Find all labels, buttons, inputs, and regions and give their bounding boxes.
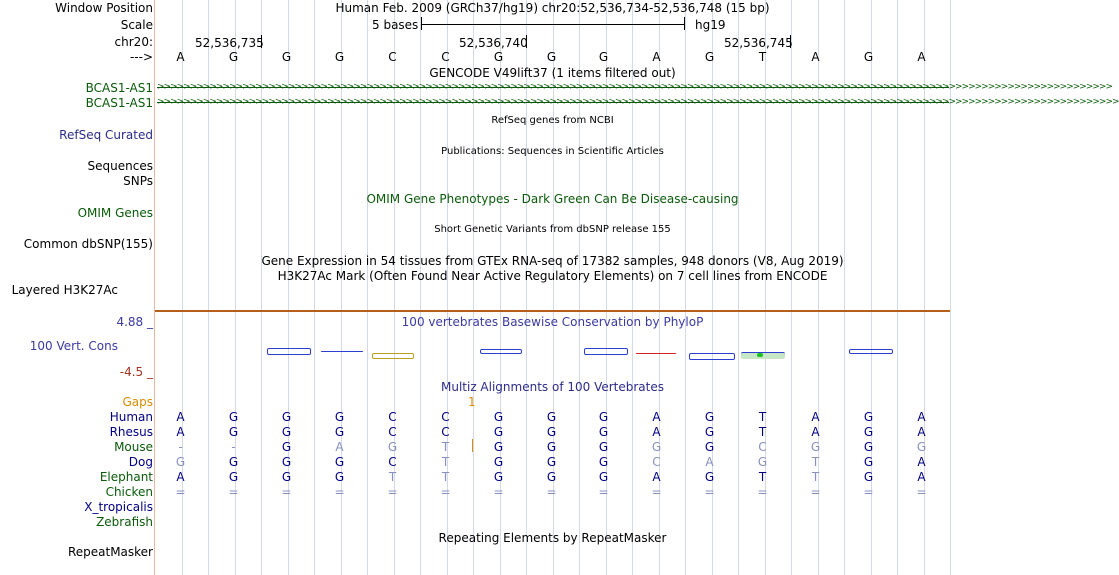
dbsnp-track-title: Short Genetic Variants from dbSNP release 155: [434, 224, 671, 235]
species-base: -: [231, 440, 236, 454]
species-base: G: [228, 455, 239, 469]
reference-base: C: [388, 50, 397, 64]
gencode-strand-arrows-2: >>>>>>>>>>>>>>>>>>>>>>>>>>>>>>>>>>>>>>>>>>>>>>>>>>>>>>>>>>>>>>>>>>>>>>>>>>>>>>>>>>>>>>>>>>>>>>>>>>>>>>>>>>>>>>>>>>>>>>>>>>>>>>>>>>>>>>>>>>>>>>>>>>>: [157, 97, 1119, 107]
cons-glyph-4: [480, 349, 522, 354]
cons-glyph-9: [849, 349, 893, 354]
species-base: G: [757, 455, 768, 469]
species-base: C: [652, 455, 661, 469]
omim-track-title: OMIM Gene Phenotypes - Dark Green Can Be Disease-causing: [366, 192, 739, 206]
scale-bases-text: 5 bases: [372, 18, 419, 32]
species-base: G: [598, 440, 609, 454]
species-base: A: [917, 410, 926, 424]
species-base: G: [334, 425, 345, 439]
species-base: A: [176, 425, 185, 439]
ruler-position-2: 52,536,740: [459, 36, 528, 50]
reference-base: A: [652, 50, 661, 64]
species-base: G: [704, 440, 715, 454]
species-base: G: [228, 470, 239, 484]
gencode-track-title: GENCODE V49lift37 (1 items filtered out): [429, 66, 676, 80]
h3k27ac-track-label[interactable]: Layered H3K27Ac: [11, 283, 118, 297]
species-base: G: [281, 410, 292, 424]
species-label[interactable]: Zebrafish: [96, 515, 153, 529]
scale-db-text: hg19: [695, 18, 726, 32]
species-base: G: [598, 455, 609, 469]
gtex-track-title: Gene Expression in 54 tissues from GTEx RNA-seq of 17382 samples, 948 donors (V8, Aug 2019): [261, 254, 844, 268]
reference-base: A: [917, 50, 926, 64]
reference-base: G: [228, 50, 239, 64]
reference-base: G: [493, 50, 504, 64]
species-base: A: [176, 410, 185, 424]
gencode-strand-arrows-1: >>>>>>>>>>>>>>>>>>>>>>>>>>>>>>>>>>>>>>>>>>>>>>>>>>>>>>>>>>>>>>>>>>>>>>>>>>>>>>>>>>>>>>>>>>>>>>>>>>>>>>>>>>>>>>>>>>>>>>>>>>>>>>>>>>>>>>>>>>>>>>>>>>: [157, 82, 1112, 92]
species-base: =: [334, 485, 345, 499]
species-base: T: [441, 470, 450, 484]
species-label[interactable]: Mouse: [114, 440, 153, 454]
species-base: A: [917, 455, 926, 469]
refseq-track-label[interactable]: RefSeq Curated: [59, 128, 153, 142]
species-base: -: [178, 440, 183, 454]
cons-glyph-2: [321, 351, 363, 352]
species-base: C: [758, 440, 767, 454]
ruler-tick-1: [261, 35, 262, 48]
species-base: =: [493, 485, 504, 499]
species-base: T: [388, 470, 397, 484]
species-base: C: [388, 425, 397, 439]
species-base: =: [228, 485, 239, 499]
species-base: G: [493, 440, 504, 454]
species-base: =: [757, 485, 768, 499]
species-base: G: [704, 410, 715, 424]
species-base: T: [811, 470, 820, 484]
species-base: G: [281, 440, 292, 454]
cons-glyph-8b: [757, 353, 763, 357]
species-base: C: [388, 455, 397, 469]
ruler-tick-2: [526, 35, 527, 48]
cons-glyph-1: [267, 348, 311, 355]
h3k27ac-track-title: H3K27Ac Mark (Often Found Near Active Regulatory Elements) on 7 cell lines from ENCODE: [277, 269, 828, 283]
species-base: G: [863, 455, 874, 469]
species-label[interactable]: Chicken: [105, 485, 153, 499]
species-base: T: [758, 410, 767, 424]
species-base: G: [281, 470, 292, 484]
conservation-min-value: -4.5 _: [119, 365, 153, 379]
species-base: =: [546, 485, 557, 499]
species-base: G: [493, 410, 504, 424]
species-label[interactable]: Elephant: [99, 470, 153, 484]
species-label[interactable]: Human: [109, 410, 153, 424]
species-label[interactable]: Rhesus: [109, 425, 153, 439]
assembly-position-text: Human Feb. 2009 (GRCh37/hg19) chr20:52,536,734-52,536,748 (15 bp): [335, 1, 770, 15]
species-base: =: [704, 485, 715, 499]
conservation-track-title: 100 vertebrates Basewise Conservation by PhyloP: [401, 315, 704, 329]
omim-track-label[interactable]: OMIM Genes: [77, 206, 153, 220]
species-base: G: [863, 410, 874, 424]
reference-base: G: [546, 50, 557, 64]
species-base: T: [441, 440, 450, 454]
species-base: =: [281, 485, 292, 499]
repeatmasker-track-label[interactable]: RepeatMasker: [67, 545, 153, 559]
species-base: G: [493, 425, 504, 439]
species-label[interactable]: X_tropicalis: [84, 500, 153, 514]
cons-glyph-8: [741, 352, 785, 359]
chrom-label: chr20:: [114, 35, 153, 49]
species-base: G: [546, 425, 557, 439]
reference-base: G: [863, 50, 874, 64]
conservation-track-label[interactable]: 100 Vert. Cons: [29, 339, 118, 353]
species-base: A: [652, 470, 661, 484]
gencode-item-label-2[interactable]: BCAS1-AS1: [85, 96, 153, 110]
ruler-tick-3: [790, 35, 791, 48]
gaps-label: Gaps: [122, 395, 153, 409]
cons-glyph-5: [584, 348, 628, 355]
species-base: T: [811, 455, 820, 469]
repeatmasker-track-title: Repeating Elements by RepeatMasker: [438, 531, 667, 545]
species-base: G: [651, 440, 662, 454]
ruler-position-1: 52,536,735: [195, 36, 264, 50]
refseq-track-title: RefSeq genes from NCBI: [491, 115, 614, 126]
species-base: G: [863, 440, 874, 454]
species-base: A: [917, 425, 926, 439]
species-base: G: [598, 470, 609, 484]
reference-base: A: [176, 50, 185, 64]
ruler-position-3: 52,536,745: [724, 36, 793, 50]
reference-base: G: [704, 50, 715, 64]
species-base: G: [228, 425, 239, 439]
conservation-max-value: 4.88 _: [116, 315, 153, 329]
species-base: A: [811, 410, 820, 424]
species-label[interactable]: Dog: [128, 455, 153, 469]
cons-glyph-6: [636, 353, 676, 354]
window-position-label: Window Position: [55, 1, 153, 15]
species-base: G: [281, 425, 292, 439]
species-base: =: [175, 485, 186, 499]
species-base: T: [758, 470, 767, 484]
reference-base: T: [758, 50, 767, 64]
species-base: G: [598, 425, 609, 439]
species-base: G: [546, 470, 557, 484]
dbsnp-track-label[interactable]: Common dbSNP(155): [23, 237, 153, 251]
species-base: G: [493, 455, 504, 469]
cons-glyph-3: [372, 353, 414, 359]
species-base: T: [441, 455, 450, 469]
species-base: A: [652, 410, 661, 424]
species-base: =: [810, 485, 821, 499]
h3k27ac-signal-line: [155, 310, 950, 312]
species-base: G: [281, 455, 292, 469]
species-base: C: [441, 425, 450, 439]
species-base: A: [652, 425, 661, 439]
snps-track-label[interactable]: SNPs: [123, 174, 153, 188]
species-base: A: [917, 470, 926, 484]
species-base: T: [758, 425, 767, 439]
species-base: G: [175, 455, 186, 469]
gap-count: 1: [468, 395, 476, 409]
species-base: =: [440, 485, 451, 499]
species-base: G: [334, 470, 345, 484]
publications-track-title: Publications: Sequences in Scientific Articles: [441, 146, 664, 157]
scale-line: [421, 24, 684, 25]
species-base: A: [811, 425, 820, 439]
species-base: G: [704, 425, 715, 439]
multiz-track-title: Multiz Alignments of 100 Vertebrates: [440, 380, 665, 394]
reference-base: C: [441, 50, 450, 64]
species-base: C: [388, 410, 397, 424]
species-base: =: [598, 485, 609, 499]
species-base: =: [651, 485, 662, 499]
species-base: G: [387, 440, 398, 454]
sequences-track-label[interactable]: Sequences: [87, 159, 153, 173]
species-base: G: [334, 410, 345, 424]
species-base: G: [228, 410, 239, 424]
reference-base: G: [334, 50, 345, 64]
species-base: G: [546, 455, 557, 469]
species-base: G: [704, 470, 715, 484]
species-base: G: [810, 440, 821, 454]
strand-label: --->: [129, 50, 153, 64]
species-base: A: [705, 455, 714, 469]
species-base: =: [916, 485, 927, 499]
scale-right-tick: [684, 17, 685, 30]
species-base: G: [546, 410, 557, 424]
reference-base: G: [598, 50, 609, 64]
species-base: G: [546, 440, 557, 454]
species-base: =: [863, 485, 874, 499]
species-base: C: [441, 410, 450, 424]
species-base: G: [493, 470, 504, 484]
species-base: G: [863, 470, 874, 484]
scale-label: Scale: [120, 18, 153, 32]
cons-glyph-7: [689, 353, 735, 360]
species-base: G: [863, 425, 874, 439]
species-base: G: [598, 410, 609, 424]
reference-base: A: [811, 50, 820, 64]
species-base: A: [176, 470, 185, 484]
species-base: G: [334, 455, 345, 469]
species-base: G: [916, 440, 927, 454]
species-base: A: [335, 440, 344, 454]
reference-base: G: [281, 50, 292, 64]
species-base: =: [387, 485, 398, 499]
gencode-item-label-1[interactable]: BCAS1-AS1: [85, 81, 153, 95]
